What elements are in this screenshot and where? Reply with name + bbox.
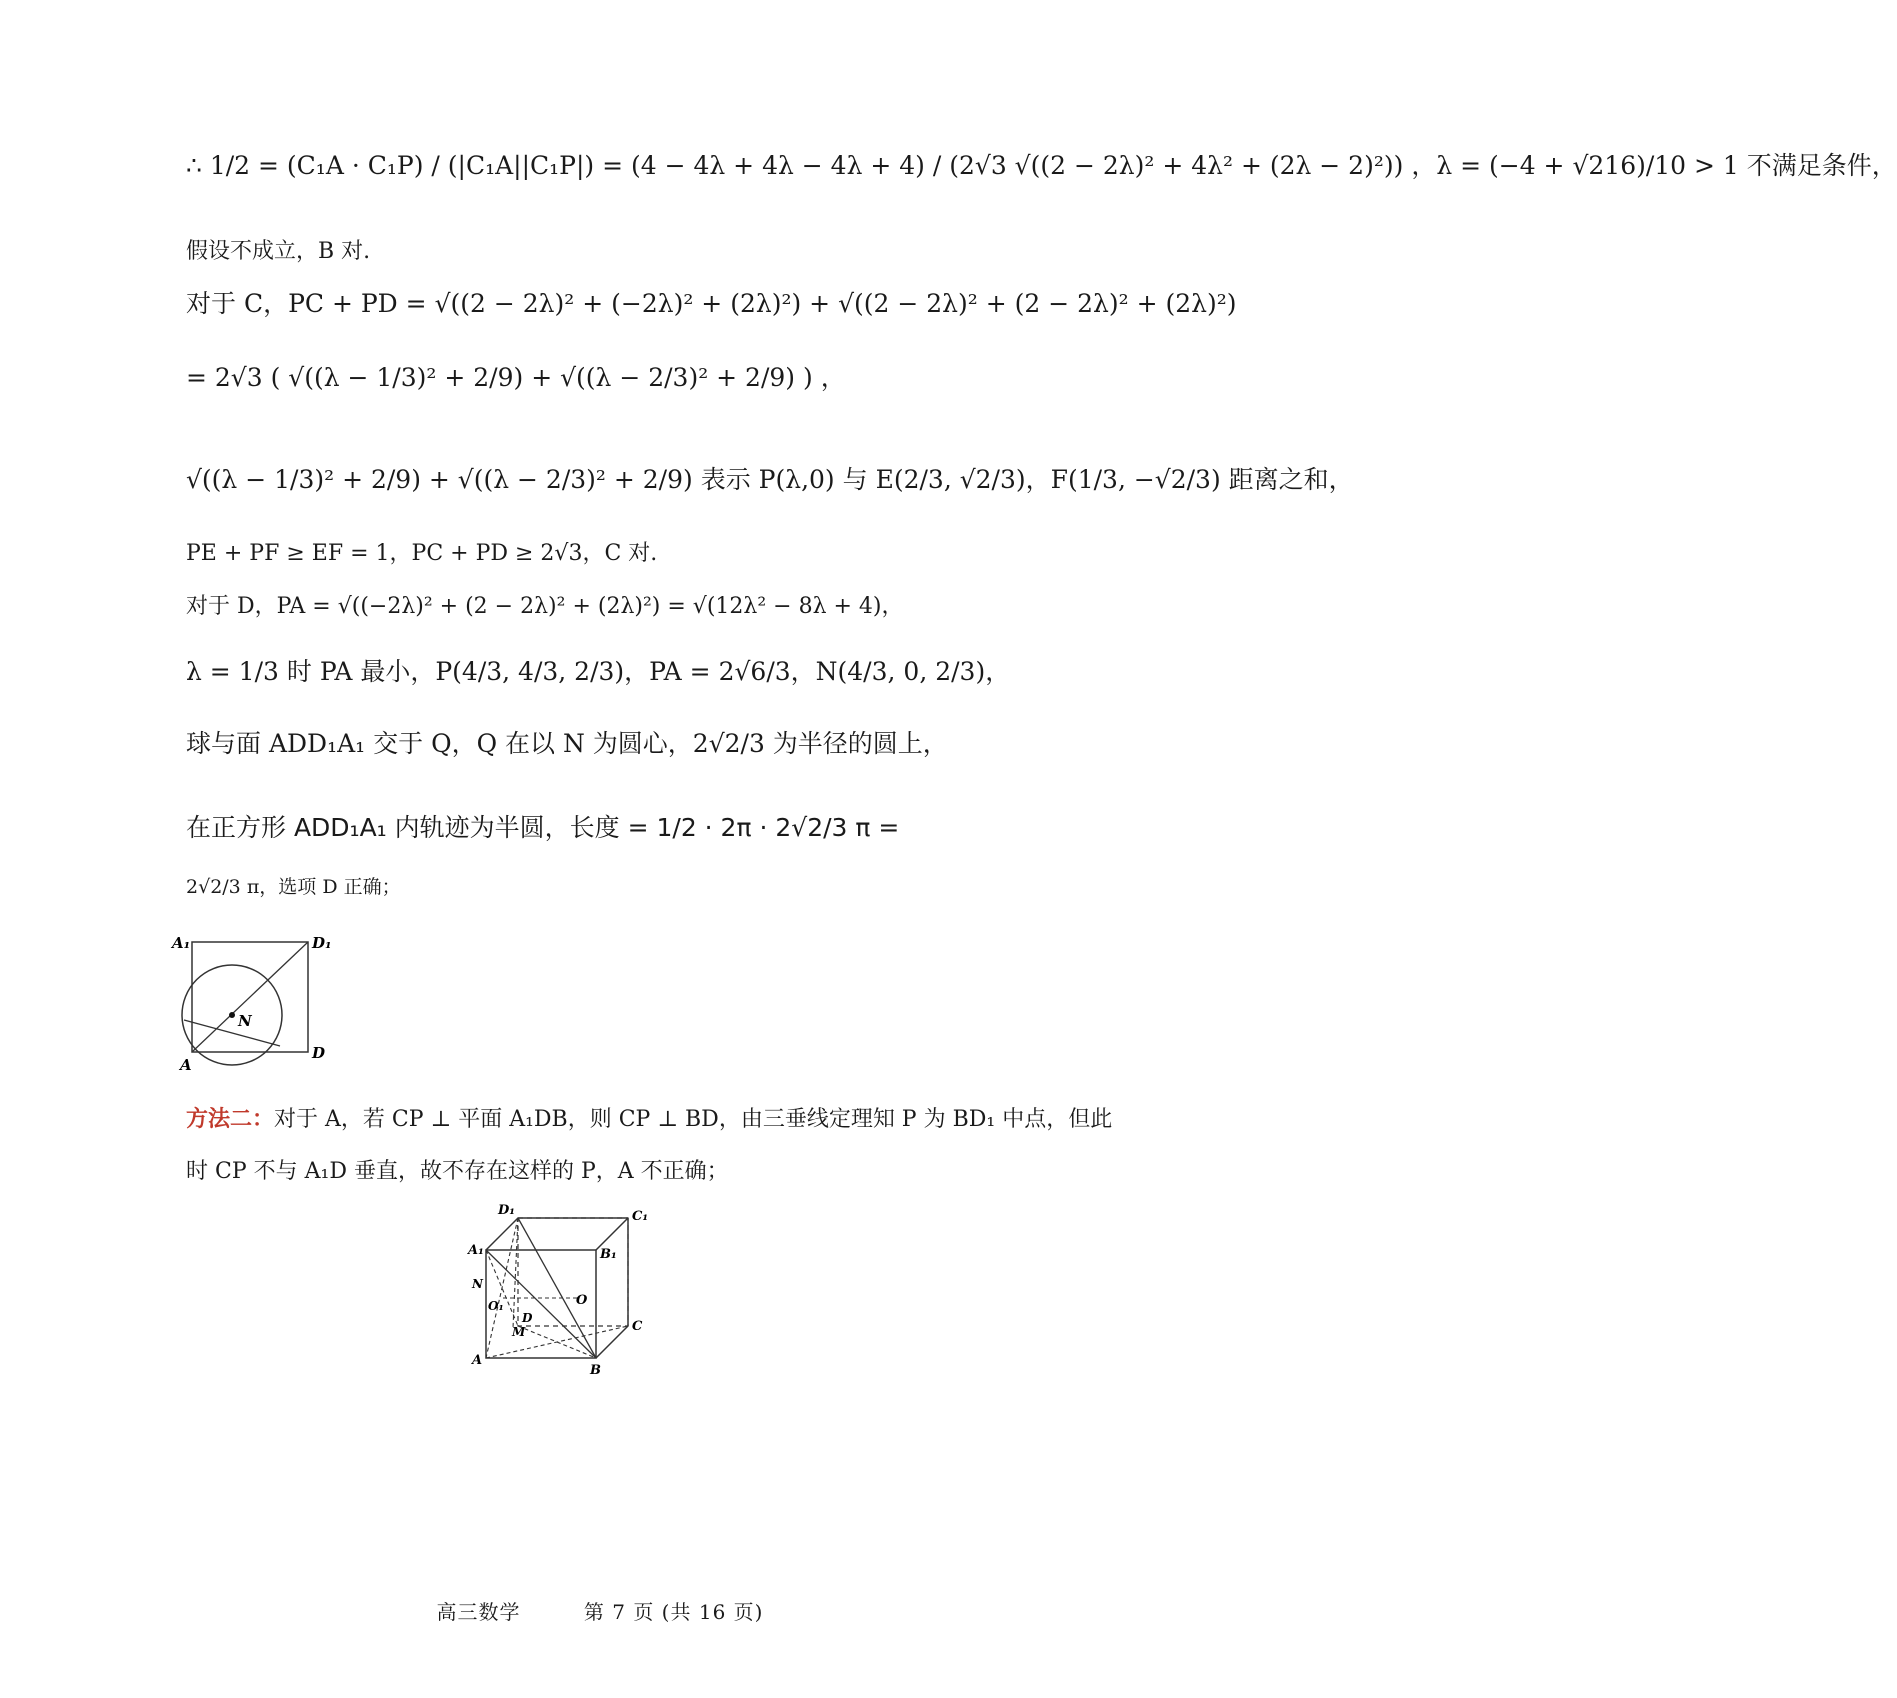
square-circle-figure — [170, 928, 370, 1088]
cube-figure — [468, 1198, 708, 1380]
text-line-10: 在正方形 ADD₁A₁ 内轨迹为半圆，长度 = 1/2 · 2π · 2√2/3 π = — [186, 813, 900, 842]
label-m: M — [512, 1325, 526, 1339]
chord-line — [184, 1020, 280, 1046]
label-d1: D₁ — [312, 934, 332, 952]
label-o: O — [576, 1293, 588, 1308]
footer-subject: 高三数学 — [436, 1600, 521, 1624]
label-a1: A₁ — [468, 1243, 484, 1258]
text-line-2: 假设不成立，B 对. — [186, 239, 371, 264]
text-line-5: √((λ − 1/3)² + 2/9) + √((λ − 2/3)² + 2/9) 表示 P(λ,0) 与 E(2/3, √2/3)，F(1/3, −√2/3) 距离之和， — [186, 465, 1354, 494]
diagonal-ad1 — [192, 942, 308, 1052]
text-line-13: 时 CP 不与 A₁D 垂直，故不存在这样的 P，A 不正确； — [186, 1159, 729, 1184]
label-c: C — [632, 1319, 643, 1334]
text-line-12 — [186, 1106, 1113, 1134]
text-line-4: = 2√3 ( √((λ − 1/3)² + 2/9) + √((λ − 2/3)² + 2/9) ) ， — [186, 363, 846, 392]
method-two-label: 方法二： — [186, 1106, 275, 1132]
label-n: N — [238, 1012, 252, 1030]
center-point-n — [229, 1012, 235, 1018]
label-d1: D₁ — [498, 1203, 515, 1218]
text-line-3: 对于 C，PC + PD = √((2 − 2λ)² + (−2λ)² + (2λ)²) + √((2 − 2λ)² + (2 − 2λ)² + (2λ)²) — [186, 289, 1237, 318]
label-d: D — [522, 1311, 533, 1325]
label-c1: C₁ — [632, 1209, 649, 1224]
footer-page-number: 第 7 页 (共 16 页) — [583, 1600, 764, 1624]
label-b1: B₁ — [600, 1247, 617, 1262]
label-b: B — [590, 1363, 601, 1378]
label-a: A — [180, 1056, 192, 1074]
label-a1: A₁ — [172, 934, 191, 952]
page-footer — [0, 1596, 1200, 1625]
label-a: A — [472, 1353, 483, 1368]
text-line-11: 2√2/3 π，选项 D 正确； — [186, 876, 401, 898]
label-o1: O₁ — [488, 1299, 504, 1313]
label-d: D — [312, 1044, 326, 1062]
text-line-6: PE + PF ≥ EF = 1，PC + PD ≥ 2√3，C 对. — [186, 541, 658, 566]
label-n: N — [472, 1277, 483, 1291]
text-line-8: λ = 1/3 时 PA 最小，P(4/3, 4/3, 2/3)，PA = 2√6/3，N(4/3, 0, 2/3)， — [186, 657, 1011, 686]
text-line-9: 球与面 ADD₁A₁ 交于 Q，Q 在以 N 为圆心，2√2/3 为半径的圆上， — [186, 729, 948, 758]
method-two-text: 对于 A，若 CP ⊥ 平面 A₁DB，则 CP ⊥ BD，由三垂线定理知 P 为 BD₁ 中点，但此 — [274, 1107, 1113, 1132]
text-line-1: ∴ 1/2 = (C₁A · C₁P) / (|C₁A||C₁P|) = (4 − 4λ + 4λ − 4λ + 4) / (2√3 √((2 − 2λ)² + 4λ² + (2λ − 2)²)) ，λ = (−4 + √216)/10 > 1 不满足条件， — [186, 151, 1897, 180]
text-line-7: 对于 D，PA = √((−2λ)² + (2 − 2λ)² + (2λ)²) = √(12λ² − 8λ + 4)， — [186, 594, 904, 619]
